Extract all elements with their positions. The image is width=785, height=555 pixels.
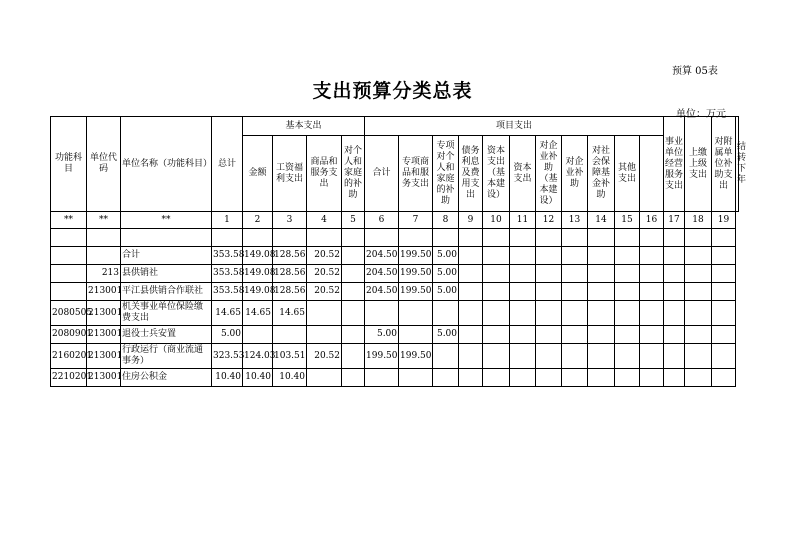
cell-empty <box>588 326 615 344</box>
index-cell: 3 <box>273 212 307 229</box>
header-row-group <box>51 117 739 136</box>
cell-empty <box>483 326 510 344</box>
cell-empty <box>664 283 685 301</box>
cell-project-total: 204.50 <box>365 265 399 283</box>
cell-empty <box>536 369 562 387</box>
cell-empty <box>459 265 483 283</box>
table-row <box>51 344 739 369</box>
cell-empty <box>615 265 640 283</box>
cell-empty <box>459 301 483 326</box>
cell-empty <box>664 247 685 265</box>
cell-empty <box>664 265 685 283</box>
cell-empty <box>664 326 685 344</box>
cell-empty <box>588 301 615 326</box>
cell-func-code <box>51 247 87 265</box>
cell-proj-goods: 199.50 <box>399 283 433 301</box>
index-cell: 19 <box>712 212 736 229</box>
index-cell: 14 <box>588 212 615 229</box>
col-unit-code: 单位代码 <box>87 117 121 212</box>
cell-empty <box>685 369 712 387</box>
cell-basic-amount: 14.65 <box>243 301 273 326</box>
cell-proj-goods <box>399 301 433 326</box>
cell-empty <box>588 283 615 301</box>
index-cell: 15 <box>615 212 640 229</box>
index-cell: 10 <box>483 212 510 229</box>
cell-empty <box>510 326 536 344</box>
cell-empty <box>685 301 712 326</box>
col-basic-amount: 金额 <box>243 136 273 212</box>
cell-personal-subsidy <box>342 326 365 344</box>
col-other: 其他支出 <box>615 136 640 212</box>
col-proj-personal: 专项对个人和家庭的补助 <box>433 136 459 212</box>
cell-empty <box>685 326 712 344</box>
cell-proj-personal: 5.00 <box>433 326 459 344</box>
cell-func-code: 2210201 <box>51 369 87 387</box>
col-subsidy-affiliated: 对附属单位补助支出 <box>712 117 736 212</box>
table-row <box>51 301 739 326</box>
cell-proj-goods: 199.50 <box>399 265 433 283</box>
cell-empty <box>510 344 536 369</box>
cell-unit-code: 213001 <box>87 301 121 326</box>
cell-empty <box>640 283 664 301</box>
cell-project-total: 5.00 <box>365 326 399 344</box>
cell-basic-amount: 149.08 <box>243 265 273 283</box>
col-enterprise-basic: 对企业补助（基本建设） <box>536 136 562 212</box>
cell-empty <box>588 369 615 387</box>
table-row <box>51 283 739 301</box>
cell-goods: 20.52 <box>307 283 342 301</box>
col-personal-subsidy: 对个人和家庭的补助 <box>342 136 365 212</box>
cell-empty <box>510 283 536 301</box>
index-cell: 1 <box>212 212 243 229</box>
col-remit-upper: 上缴上级支出 <box>685 117 712 212</box>
cell-empty <box>459 326 483 344</box>
cell-empty <box>588 265 615 283</box>
cell-goods: 20.52 <box>307 344 342 369</box>
cell-empty <box>664 344 685 369</box>
cell-wage: 128.56 <box>273 283 307 301</box>
cell-empty <box>615 369 640 387</box>
cell-empty <box>562 265 588 283</box>
cell-total: 10.40 <box>212 369 243 387</box>
index-cell: 9 <box>459 212 483 229</box>
table-row <box>51 247 739 265</box>
cell-unit-name: 退役士兵安置 <box>121 326 212 344</box>
table-body <box>51 247 739 387</box>
cell-empty <box>536 344 562 369</box>
col-project-total: 合计 <box>365 136 399 212</box>
col-carry-over: 结转下年 <box>736 117 739 212</box>
index-cell: 16 <box>640 212 664 229</box>
col-business-unit: 事业单位经营服务支出 <box>664 117 685 212</box>
cell-empty <box>562 247 588 265</box>
cell-project-total: 204.50 <box>365 247 399 265</box>
cell-func-code: 2080505 <box>51 301 87 326</box>
cell-proj-goods: 199.50 <box>399 247 433 265</box>
cell-empty <box>640 369 664 387</box>
cell-unit-name: 平江县供销合作联社 <box>121 283 212 301</box>
cell-empty <box>640 265 664 283</box>
col-wage: 工资福利支出 <box>273 136 307 212</box>
cell-total: 353.58 <box>212 265 243 283</box>
cell-empty <box>615 326 640 344</box>
cell-empty <box>562 301 588 326</box>
cell-empty <box>562 344 588 369</box>
cell-empty <box>459 283 483 301</box>
cell-empty <box>536 326 562 344</box>
cell-wage: 128.56 <box>273 265 307 283</box>
cell-wage: 128.56 <box>273 247 307 265</box>
cell-empty <box>640 247 664 265</box>
cell-empty <box>483 344 510 369</box>
cell-func-code: 2160201 <box>51 344 87 369</box>
cell-empty <box>640 326 664 344</box>
col-func-code: 功能科目 <box>51 117 87 212</box>
col-social-security: 对社会保障基金补助 <box>588 136 615 212</box>
cell-empty <box>664 301 685 326</box>
page-title: 支出预算分类总表 <box>312 80 473 102</box>
cell-personal-subsidy <box>342 344 365 369</box>
spacer-row <box>51 229 739 247</box>
cell-empty <box>685 247 712 265</box>
cell-empty <box>510 247 536 265</box>
cell-basic-amount: 124.03 <box>243 344 273 369</box>
cell-empty <box>536 283 562 301</box>
cell-proj-goods <box>399 326 433 344</box>
cell-empty <box>615 247 640 265</box>
index-cell: 6 <box>365 212 399 229</box>
cell-personal-subsidy <box>342 369 365 387</box>
cell-empty <box>483 283 510 301</box>
cell-personal-subsidy <box>342 247 365 265</box>
cell-empty <box>510 265 536 283</box>
cell-func-code <box>51 265 87 283</box>
cell-unit-name: 住房公积金 <box>121 369 212 387</box>
cell-proj-personal <box>433 344 459 369</box>
cell-proj-goods <box>399 369 433 387</box>
cell-empty <box>664 369 685 387</box>
col-capital: 资本支出 <box>510 136 536 212</box>
cell-unit-code: 213001 <box>87 326 121 344</box>
cell-empty <box>685 265 712 283</box>
cell-proj-personal <box>433 301 459 326</box>
cell-empty <box>483 265 510 283</box>
cell-empty <box>588 247 615 265</box>
col-project-group: 项目支出 <box>365 117 664 136</box>
cell-goods <box>307 326 342 344</box>
cell-empty <box>510 301 536 326</box>
col-debt-interest: 债务利息及费用支出 <box>459 136 483 212</box>
cell-unit-name: 机关事业单位保险缴费支出 <box>121 301 212 326</box>
cell-unit-code: 213001 <box>87 344 121 369</box>
cell-empty <box>685 344 712 369</box>
cell-project-total: 204.50 <box>365 283 399 301</box>
cell-empty <box>615 301 640 326</box>
budget-table <box>50 116 747 387</box>
index-cell: 8 <box>433 212 459 229</box>
cell-unit-code: 213 <box>87 265 121 283</box>
table-row <box>51 369 739 387</box>
cell-goods: 20.52 <box>307 265 342 283</box>
cell-empty <box>712 301 736 326</box>
cell-func-code <box>51 283 87 301</box>
cell-basic-amount: 149.08 <box>243 283 273 301</box>
cell-empty <box>685 283 712 301</box>
cell-wage: 103.51 <box>273 344 307 369</box>
cell-empty <box>712 344 736 369</box>
cell-proj-goods: 199.50 <box>399 344 433 369</box>
cell-personal-subsidy <box>342 301 365 326</box>
index-cell: 13 <box>562 212 588 229</box>
index-cell: 11 <box>510 212 536 229</box>
index-cell: ** <box>51 212 87 229</box>
cell-empty <box>459 247 483 265</box>
cell-total: 353.58 <box>212 247 243 265</box>
cell-empty <box>483 247 510 265</box>
index-row <box>51 212 739 229</box>
index-cell: 7 <box>399 212 433 229</box>
cell-empty <box>459 344 483 369</box>
cell-unit-code: 213001 <box>87 369 121 387</box>
cell-empty <box>640 344 664 369</box>
cell-empty <box>712 247 736 265</box>
cell-empty <box>536 301 562 326</box>
cell-empty <box>615 344 640 369</box>
index-cell: ** <box>121 212 212 229</box>
unit-label: 单位：万元 <box>676 109 726 120</box>
cell-total: 353.58 <box>212 283 243 301</box>
cell-project-total <box>365 301 399 326</box>
index-cell: ** <box>87 212 121 229</box>
col-basic-group: 基本支出 <box>243 117 365 136</box>
cell-empty <box>536 247 562 265</box>
index-cell: 4 <box>307 212 342 229</box>
cell-empty <box>712 326 736 344</box>
cell-empty <box>459 369 483 387</box>
cell-empty <box>615 283 640 301</box>
cell-empty <box>712 369 736 387</box>
cell-wage: 14.65 <box>273 301 307 326</box>
cell-wage <box>273 326 307 344</box>
index-cell: 12 <box>536 212 562 229</box>
cell-basic-amount <box>243 326 273 344</box>
cell-proj-personal: 5.00 <box>433 283 459 301</box>
cell-unit-code <box>87 247 121 265</box>
cell-empty <box>483 369 510 387</box>
cell-empty <box>640 301 664 326</box>
col-capital-basic: 资本支出（基本建设） <box>483 136 510 212</box>
index-cell: 17 <box>664 212 685 229</box>
index-cell: 18 <box>685 212 712 229</box>
col-proj-goods: 专项商品和服务支出 <box>399 136 433 212</box>
cell-empty <box>712 265 736 283</box>
cell-empty <box>562 283 588 301</box>
cell-goods: 20.52 <box>307 247 342 265</box>
col-total: 总计 <box>212 117 243 212</box>
index-cell: 5 <box>342 212 365 229</box>
cell-personal-subsidy <box>342 283 365 301</box>
cell-empty <box>712 283 736 301</box>
cell-empty <box>483 301 510 326</box>
cell-proj-personal: 5.00 <box>433 265 459 283</box>
col-goods: 商品和服务支出 <box>307 136 342 212</box>
cell-empty <box>588 344 615 369</box>
table-row <box>51 265 739 283</box>
cell-unit-name: 县供销社 <box>121 265 212 283</box>
cell-goods <box>307 369 342 387</box>
cell-basic-amount: 10.40 <box>243 369 273 387</box>
cell-goods <box>307 301 342 326</box>
col-unit-name: 单位名称（功能科目） <box>121 117 212 212</box>
cell-personal-subsidy <box>342 265 365 283</box>
cell-proj-personal <box>433 369 459 387</box>
cell-empty <box>536 265 562 283</box>
cell-empty <box>562 369 588 387</box>
table-row <box>51 326 739 344</box>
cell-total: 323.53 <box>212 344 243 369</box>
cell-total: 14.65 <box>212 301 243 326</box>
col-enterprise: 对企业补助 <box>562 136 588 212</box>
cell-project-total: 199.50 <box>365 344 399 369</box>
cell-basic-amount: 149.08 <box>243 247 273 265</box>
cell-unit-name: 合计 <box>121 247 212 265</box>
index-cell: 2 <box>243 212 273 229</box>
cell-empty <box>510 369 536 387</box>
cell-project-total <box>365 369 399 387</box>
cell-unit-code: 213001 <box>87 283 121 301</box>
cell-wage: 10.40 <box>273 369 307 387</box>
cell-unit-name: 行政运行（商业流通事务） <box>121 344 212 369</box>
table-number-tag: 预算 05表 <box>672 66 718 77</box>
cell-func-code: 2080901 <box>51 326 87 344</box>
cell-total: 5.00 <box>212 326 243 344</box>
cell-proj-personal: 5.00 <box>433 247 459 265</box>
cell-empty <box>562 326 588 344</box>
